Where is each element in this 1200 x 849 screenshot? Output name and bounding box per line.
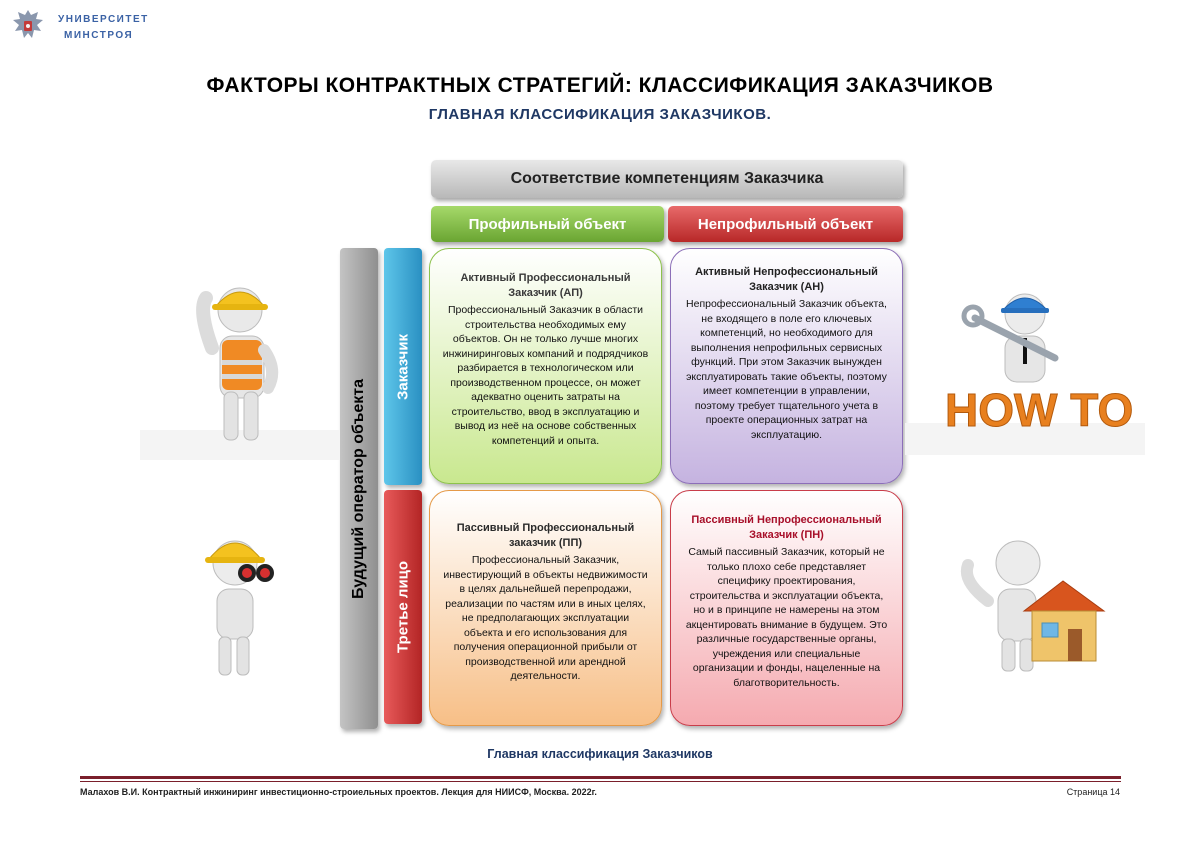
card-passive-nonprofessional: [670, 490, 903, 726]
competence-header-bar: Соответствие компетенциям Заказчика: [431, 160, 903, 198]
card-pp-body: Профессиональный Заказчик, инвестирующий в объекты недвижимости в целях дальнейшей перепродажи, реализации по частям или в иных целях, не предполагающих эксплуатации объекта и его использования для получения операционной прибыли от производственной или арендной деятельности.: [443, 554, 648, 682]
card-pn-body: Самый пассивный Заказчик, который не только плохо себе представляет специфику проектирования, строительства и эксплуатации объекта, но и в принципе не намерены на этом акцентировать внимание в будущем. Это различные государственные органы, учреждения или специальные организации и фонды, нацеленные на благотворительность.: [685, 546, 888, 689]
nonprofile-object-header: Непрофильный объект: [668, 206, 903, 242]
third-party-row-bar: [384, 490, 422, 724]
card-ap-body: Профессиональный Заказчик в области строительства необходимых ему объектов. Он не только лучше многих инжиниринговых компаний и подрядчиков разбирается в технологическом или производственном процессе, он может адекватно оценить затраты на строительство, ввод в эксплуатацию и вывод из неё на основе собственных компетенций и опыта.: [442, 304, 649, 447]
card-pp-heading: Пассивный Профессиональный заказчик (ПП): [456, 522, 635, 549]
page-subtitle: ГЛАВНАЯ КЛАССИФИКАЦИЯ ЗАКАЗЧИКОВ.: [428, 106, 772, 123]
footer-rule-thin: [80, 781, 1121, 782]
house-figure-icon: [958, 535, 1108, 680]
card-an-body: Непрофессиональный Заказчик объекта, не входящего в поле его ключевых компетенций, но необходимого для выполнения непрофильных сервисных функций. При этом Заказчик вынужден эксплуатировать такие объекты, поэтому имеет компетенции в управлении, поэтому требует тщательного учета в проекте операционных затрат на эксплуатацию.: [686, 298, 887, 441]
how-to-text: HOW TO: [945, 384, 1134, 436]
third-party-row-label: Третье лицо: [394, 560, 412, 654]
future-operator-label: Будущий оператор объекта: [350, 378, 367, 599]
footer-rule-thick: [80, 776, 1121, 779]
customer-row-bar: [384, 248, 422, 485]
footer-citation: Малахов В.И. Контрактный инжиниринг инвестиционно-строиельных проектов. Лекция для НИИСФ, Москва. 2022г.: [80, 787, 597, 797]
future-operator-bar: [340, 248, 378, 729]
logo-text-line2: МИНСТРОЯ: [64, 30, 134, 41]
how-to-figure-icon: [905, 278, 1145, 458]
figure-caption: Главная классификация Заказчиков: [487, 747, 713, 761]
card-pn-heading: Пассивный Непрофессиональный Заказчик (ПН): [691, 514, 882, 541]
card-passive-professional: [429, 490, 662, 726]
card-active-professional: [429, 248, 662, 484]
card-ap-heading: Активный Профессиональный Заказчик (АП): [460, 272, 631, 299]
worker-figure-icon: [140, 270, 340, 465]
logo-text-line1: УНИВЕРСИТЕТ: [58, 14, 149, 25]
binoculars-figure-icon: [195, 525, 285, 685]
profile-object-header: Профильный объект: [431, 206, 664, 242]
customer-row-label: Заказчик: [394, 333, 412, 400]
page-number: Страница 14: [1066, 787, 1120, 797]
card-active-nonprofessional: [670, 248, 903, 484]
card-an-heading: Активный Непрофессиональный Заказчик (АН): [695, 266, 878, 293]
university-logo: [8, 6, 148, 46]
page-title: ФАКТОРЫ КОНТРАКТНЫХ СТРАТЕГИЙ: КЛАССИФИКАЦИЯ ЗАКАЗЧИКОВ: [206, 74, 994, 97]
eagle-emblem-icon: [8, 6, 48, 46]
